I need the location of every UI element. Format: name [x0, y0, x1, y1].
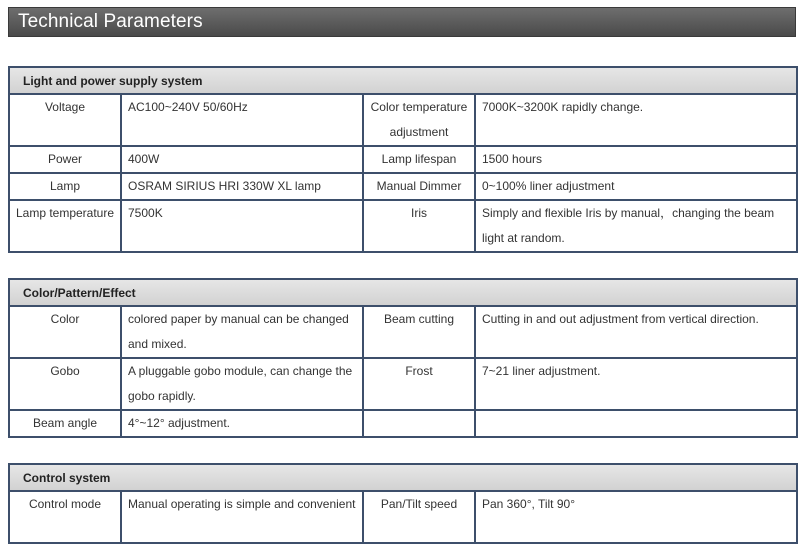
param-label: Frost — [363, 358, 475, 410]
table-row — [9, 200, 797, 252]
param-label: Voltage — [9, 94, 121, 146]
param-value: Cutting in and out adjustment from vertical direction. — [475, 306, 797, 358]
table-row — [9, 173, 797, 200]
param-label: Lamp — [9, 173, 121, 200]
param-label: Color temperature adjustment — [363, 94, 475, 146]
page-title: Technical Parameters — [18, 11, 203, 32]
param-value: Pan 360°, Tilt 90° — [475, 491, 797, 543]
param-label: Color — [9, 306, 121, 358]
table-row — [9, 146, 797, 173]
param-value — [475, 410, 797, 437]
param-label: Control mode — [9, 491, 121, 543]
spec-table-color-pattern-effect — [8, 278, 798, 438]
spec-table-control-system — [8, 463, 798, 544]
param-value: 400W — [121, 146, 363, 173]
table-row — [9, 358, 797, 410]
table-row — [9, 306, 797, 358]
param-value: 4°~12° adjustment. — [121, 410, 363, 437]
param-value: Simply and flexible Iris by manual，changing the beam light at random. — [475, 200, 797, 252]
param-value: 0~100% liner adjustment — [475, 173, 797, 200]
param-label: Lamp temperature — [9, 200, 121, 252]
param-label: Beam angle — [9, 410, 121, 437]
param-value: OSRAM SIRIUS HRI 330W XL lamp — [121, 173, 363, 200]
param-value: 1500 hours — [475, 146, 797, 173]
section-header: Color/Pattern/Effect — [9, 279, 797, 306]
table-row — [9, 410, 797, 437]
param-value: AC100~240V 50/60Hz — [121, 94, 363, 146]
section-header: Light and power supply system — [9, 67, 797, 94]
param-label: Lamp lifespan — [363, 146, 475, 173]
param-label: Pan/Tilt speed — [363, 491, 475, 543]
param-label: Power — [9, 146, 121, 173]
page-title-bar — [8, 7, 796, 37]
param-label: Beam cutting — [363, 306, 475, 358]
param-value: 7000K~3200K rapidly change. — [475, 94, 797, 146]
section-header: Control system — [9, 464, 797, 491]
param-value: A pluggable gobo module, can change the gobo rapidly. — [121, 358, 363, 410]
table-row — [9, 491, 797, 543]
param-value: colored paper by manual can be changed and mixed. — [121, 306, 363, 358]
param-label: Manual Dimmer — [363, 173, 475, 200]
table-row — [9, 94, 797, 146]
spec-table-light-power — [8, 66, 798, 253]
param-value: 7~21 liner adjustment. — [475, 358, 797, 410]
param-value: 7500K — [121, 200, 363, 252]
param-label: Iris — [363, 200, 475, 252]
param-value: Manual operating is simple and convenient — [121, 491, 363, 543]
param-label — [363, 410, 475, 437]
param-label: Gobo — [9, 358, 121, 410]
